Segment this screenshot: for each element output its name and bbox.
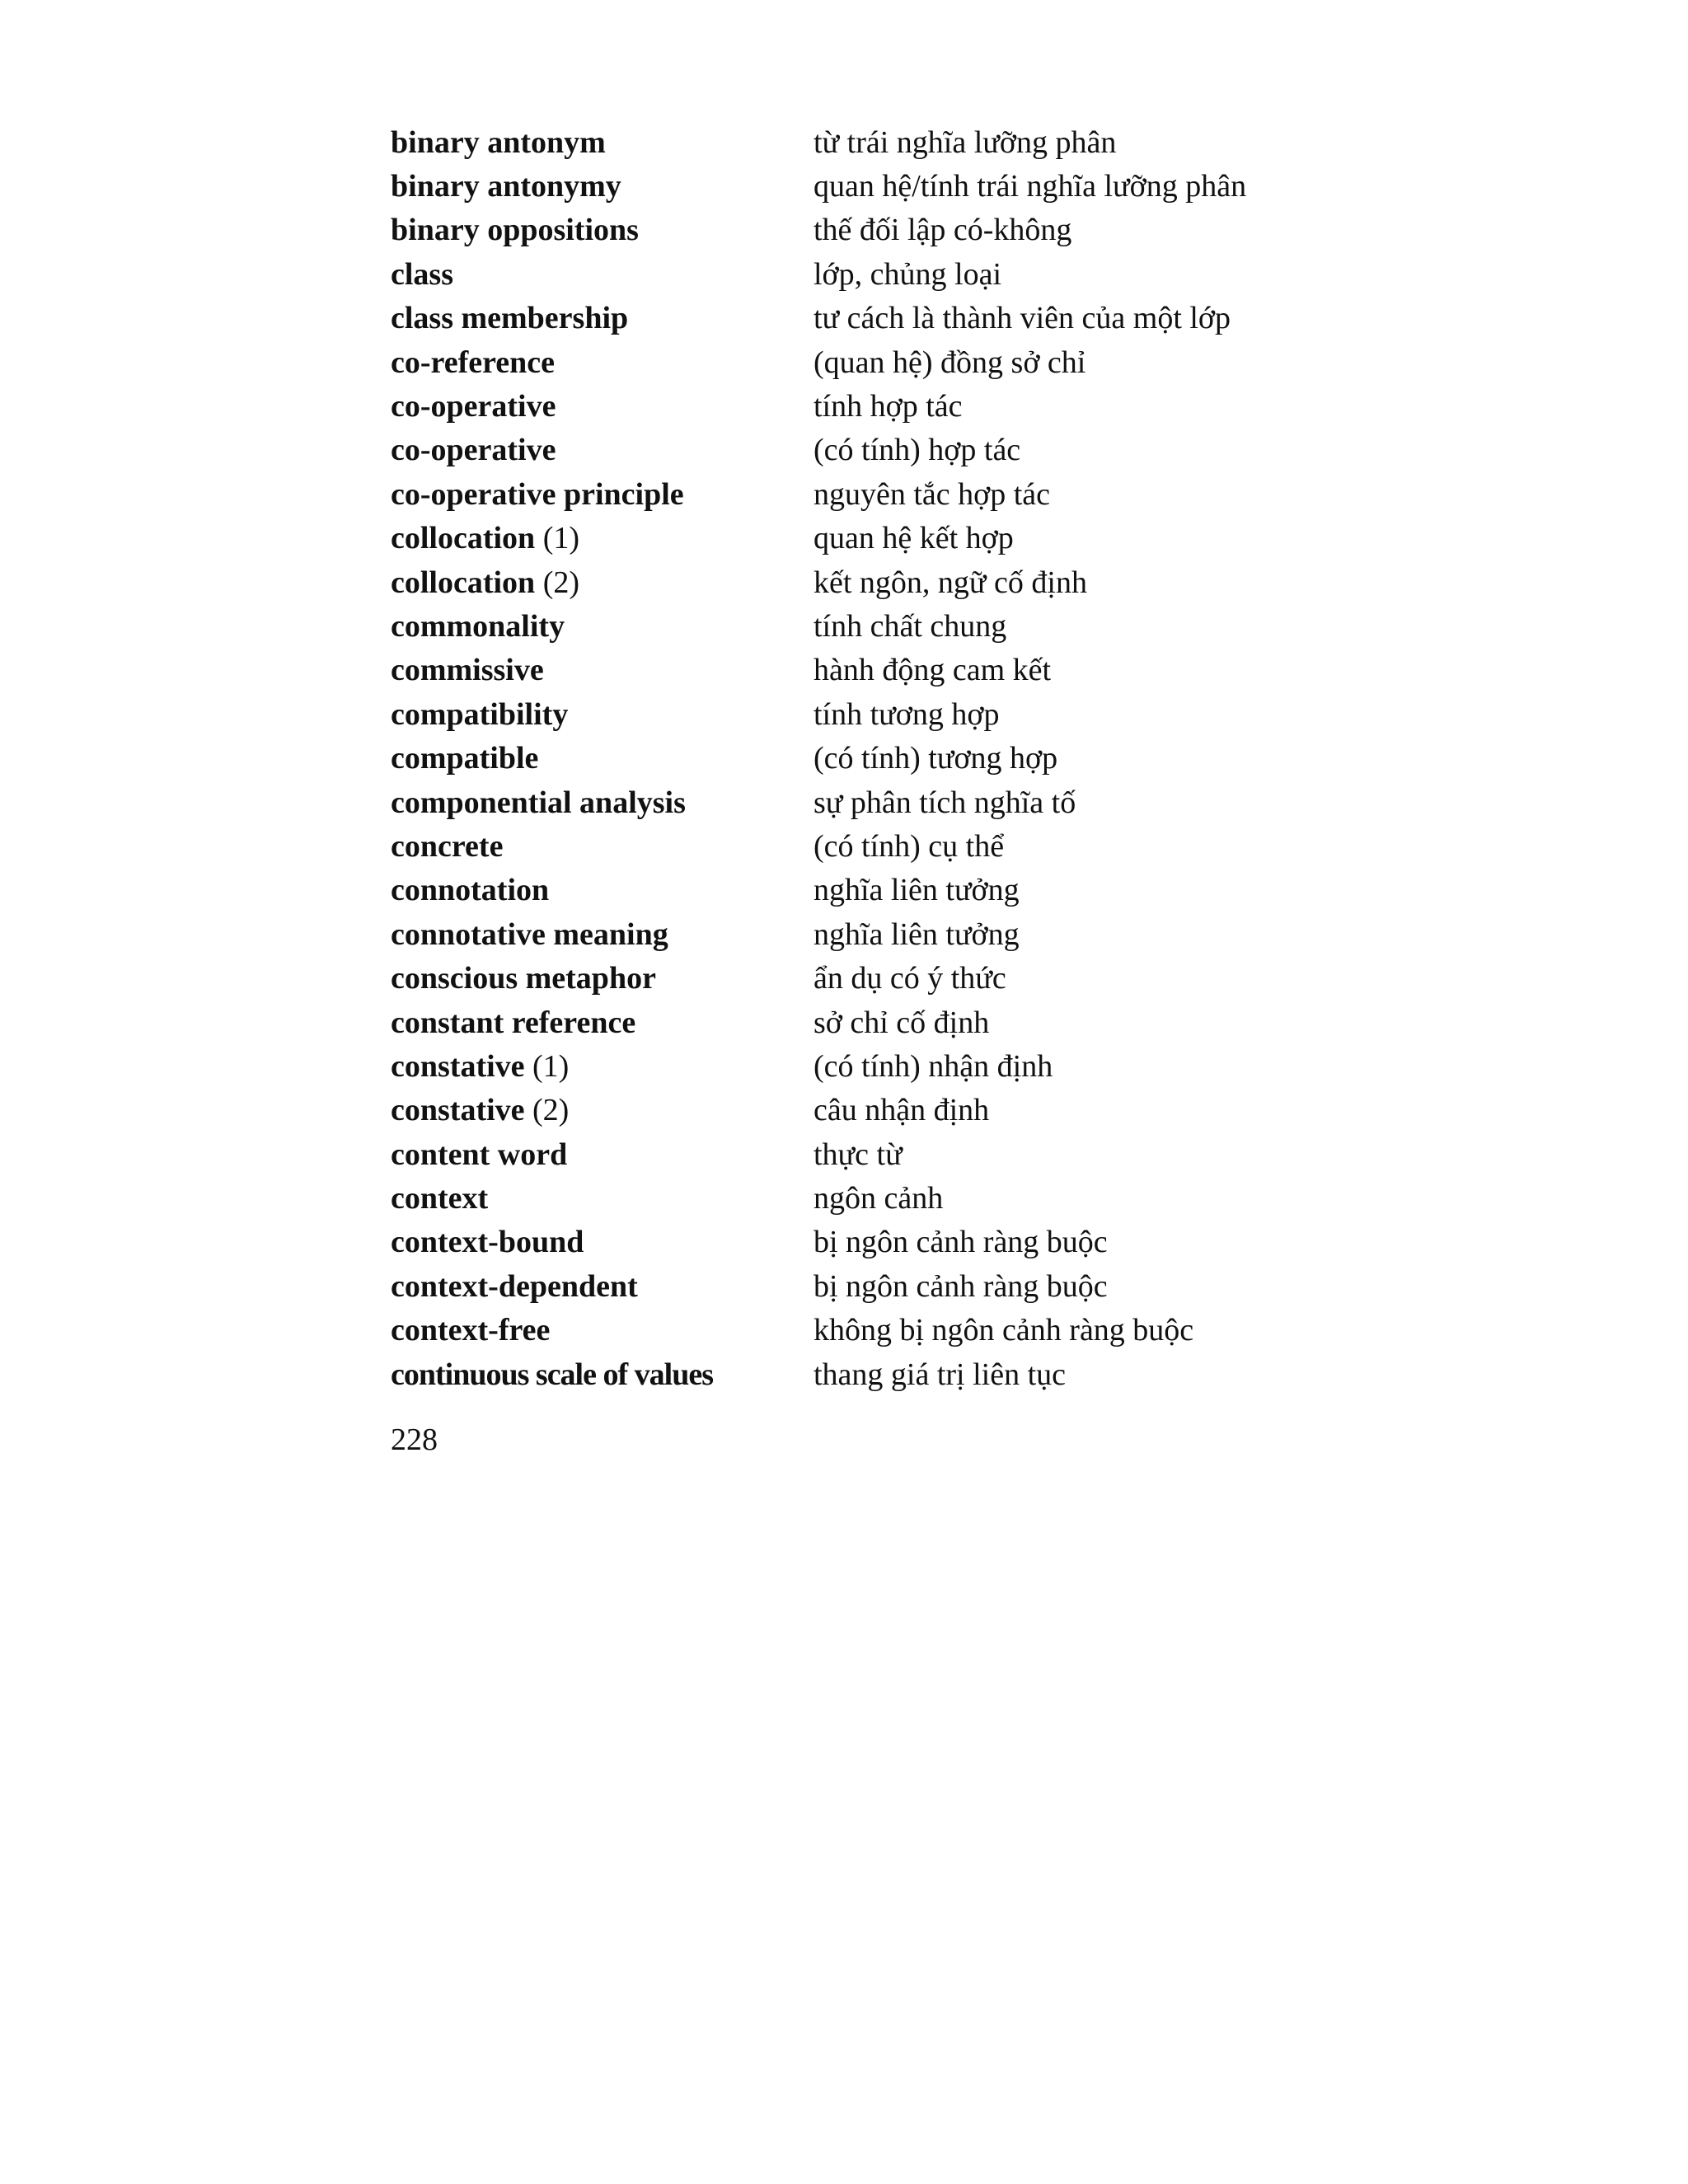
glossary-entry xyxy=(391,780,1545,824)
glossary-definition: sự phân tích nghĩa tố xyxy=(814,785,1076,820)
glossary-entry xyxy=(391,1001,1545,1044)
term-text: context-free xyxy=(391,1313,551,1348)
glossary-term xyxy=(391,1183,814,1214)
glossary-term xyxy=(391,344,814,380)
glossary-entry xyxy=(391,209,1545,252)
glossary-entry xyxy=(391,824,1545,868)
glossary-entry xyxy=(391,869,1545,912)
glossary-definition: quan hệ kết hợp xyxy=(814,521,1014,556)
term-text: context xyxy=(391,1181,489,1216)
term-text: collocation xyxy=(391,521,536,556)
term-text: binary oppositions xyxy=(391,213,639,248)
glossary-entry xyxy=(391,340,1545,384)
glossary-definition: câu nhận định xyxy=(814,1093,990,1128)
glossary-term xyxy=(391,1359,814,1390)
glossary-definition: quan hệ/tính trái nghĩa lưỡng phân xyxy=(814,169,1247,204)
glossary-entry xyxy=(391,736,1545,780)
term-text: content word xyxy=(391,1137,568,1172)
glossary-definition: (có tính) hợp tác xyxy=(814,433,1021,468)
term-text: co-reference xyxy=(391,344,555,380)
term-text: constative xyxy=(391,1093,525,1128)
glossary-definition: nguyên tắc hợp tác xyxy=(814,476,1051,512)
glossary-term xyxy=(391,1094,814,1126)
sense-number: (1) xyxy=(532,1048,570,1084)
glossary-definition: lớp, chủng loại xyxy=(814,256,1001,292)
glossary-definition: (có tính) cụ thể xyxy=(814,828,1005,864)
term-text: concrete xyxy=(391,828,504,864)
glossary-entry xyxy=(391,604,1545,648)
term-text: class xyxy=(391,256,453,292)
glossary-term xyxy=(391,171,814,202)
glossary-definition: thực từ xyxy=(814,1137,903,1172)
glossary-term xyxy=(391,608,814,644)
glossary-definition: nghĩa liên tưởng xyxy=(814,916,1020,952)
glossary-definition: bị ngôn cảnh ràng buộc xyxy=(814,1225,1108,1260)
glossary-entry xyxy=(391,1264,1545,1308)
term-text: connotative meaning xyxy=(391,916,668,952)
glossary-entry xyxy=(391,692,1545,736)
glossary-term xyxy=(391,654,814,686)
glossary-entry xyxy=(391,1221,1545,1264)
glossary-definition: kết ngôn, ngữ cố định xyxy=(814,565,1087,600)
term-text: class membership xyxy=(391,301,629,336)
glossary-term xyxy=(391,828,814,864)
glossary-definition: thang giá trị liên tục xyxy=(814,1357,1067,1392)
glossary-term xyxy=(391,1268,814,1304)
page-number: 228 xyxy=(391,1422,438,1457)
glossary-term xyxy=(391,916,814,952)
term-text: conscious metaphor xyxy=(391,961,656,996)
glossary-entry xyxy=(391,384,1545,428)
glossary-entry xyxy=(391,560,1545,604)
glossary-entry xyxy=(391,1176,1545,1220)
term-text: context-bound xyxy=(391,1225,584,1260)
glossary-entry xyxy=(391,1089,1545,1132)
glossary-entry xyxy=(391,1132,1545,1176)
glossary-entry xyxy=(391,649,1545,692)
glossary-definition: tư cách là thành viên của một lớp xyxy=(814,301,1231,336)
glossary-definition: tính tương hợp xyxy=(814,696,1000,732)
glossary-entry xyxy=(391,1044,1545,1088)
glossary-list xyxy=(391,120,1545,1396)
term-text: compatible xyxy=(391,741,539,776)
glossary-term xyxy=(391,1315,814,1346)
glossary-entry xyxy=(391,120,1545,164)
sense-number: (2) xyxy=(532,1093,570,1128)
term-text: collocation xyxy=(391,565,536,600)
term-text: context-dependent xyxy=(391,1268,638,1304)
term-text: co-operative principle xyxy=(391,476,684,512)
glossary-term xyxy=(391,256,814,292)
term-text: compatibility xyxy=(391,696,569,732)
glossary-definition: ẩn dụ có ý thức xyxy=(814,961,1006,996)
glossary-definition: từ trái nghĩa lưỡng phân xyxy=(814,124,1117,160)
term-text: commissive xyxy=(391,653,544,688)
glossary-entry xyxy=(391,1352,1545,1396)
glossary-term xyxy=(391,124,814,160)
glossary-entry xyxy=(391,297,1545,340)
glossary-term xyxy=(391,434,814,466)
glossary-term xyxy=(391,1139,814,1170)
term-text: continuous scale of values xyxy=(391,1357,713,1392)
glossary-entry xyxy=(391,252,1545,296)
glossary-definition: (có tính) tương hợp xyxy=(814,741,1058,776)
glossary-term xyxy=(391,787,814,818)
term-text: commonality xyxy=(391,608,565,644)
term-text: constative xyxy=(391,1048,525,1084)
glossary-definition: tính hợp tác xyxy=(814,389,963,424)
glossary-definition: nghĩa liên tưởng xyxy=(814,873,1020,908)
glossary-definition: sở chỉ cố định xyxy=(814,1005,990,1040)
glossary-term xyxy=(391,743,814,774)
term-text: constant reference xyxy=(391,1005,636,1040)
glossary-entry xyxy=(391,1309,1545,1352)
glossary-term xyxy=(391,874,814,906)
sense-number: (2) xyxy=(542,565,580,600)
term-text: co-operative xyxy=(391,389,556,424)
term-text: binary antonymy xyxy=(391,169,621,204)
glossary-term xyxy=(391,391,814,422)
glossary-definition: bị ngôn cảnh ràng buộc xyxy=(814,1268,1108,1304)
glossary-entry xyxy=(391,429,1545,472)
term-text: binary antonym xyxy=(391,124,606,160)
glossary-term xyxy=(391,523,814,554)
sense-number: (1) xyxy=(542,521,580,556)
glossary-term xyxy=(391,1226,814,1258)
glossary-term xyxy=(391,214,814,246)
glossary-term xyxy=(391,1048,814,1084)
term-text: connotation xyxy=(391,873,550,908)
glossary-entry xyxy=(391,517,1545,560)
glossary-term xyxy=(391,696,814,732)
glossary-definition: không bị ngôn cảnh ràng buộc xyxy=(814,1313,1194,1348)
glossary-definition: (có tính) nhận định xyxy=(814,1048,1053,1084)
glossary-definition: hành động cam kết xyxy=(814,653,1052,688)
glossary-entry xyxy=(391,956,1545,1000)
glossary-definition: (quan hệ) đồng sở chỉ xyxy=(814,344,1086,380)
glossary-entry xyxy=(391,912,1545,956)
glossary-term xyxy=(391,963,814,994)
glossary-definition: ngôn cảnh xyxy=(814,1181,944,1216)
glossary-term xyxy=(391,1007,814,1038)
term-text: componential analysis xyxy=(391,785,686,820)
glossary-term xyxy=(391,302,814,334)
term-text: co-operative xyxy=(391,433,556,468)
glossary-entry xyxy=(391,164,1545,208)
glossary-definition: tính chất chung xyxy=(814,608,1007,644)
glossary-entry xyxy=(391,472,1545,516)
glossary-definition: thế đối lập có-không xyxy=(814,213,1072,248)
glossary-term xyxy=(391,567,814,598)
glossary-term xyxy=(391,476,814,512)
